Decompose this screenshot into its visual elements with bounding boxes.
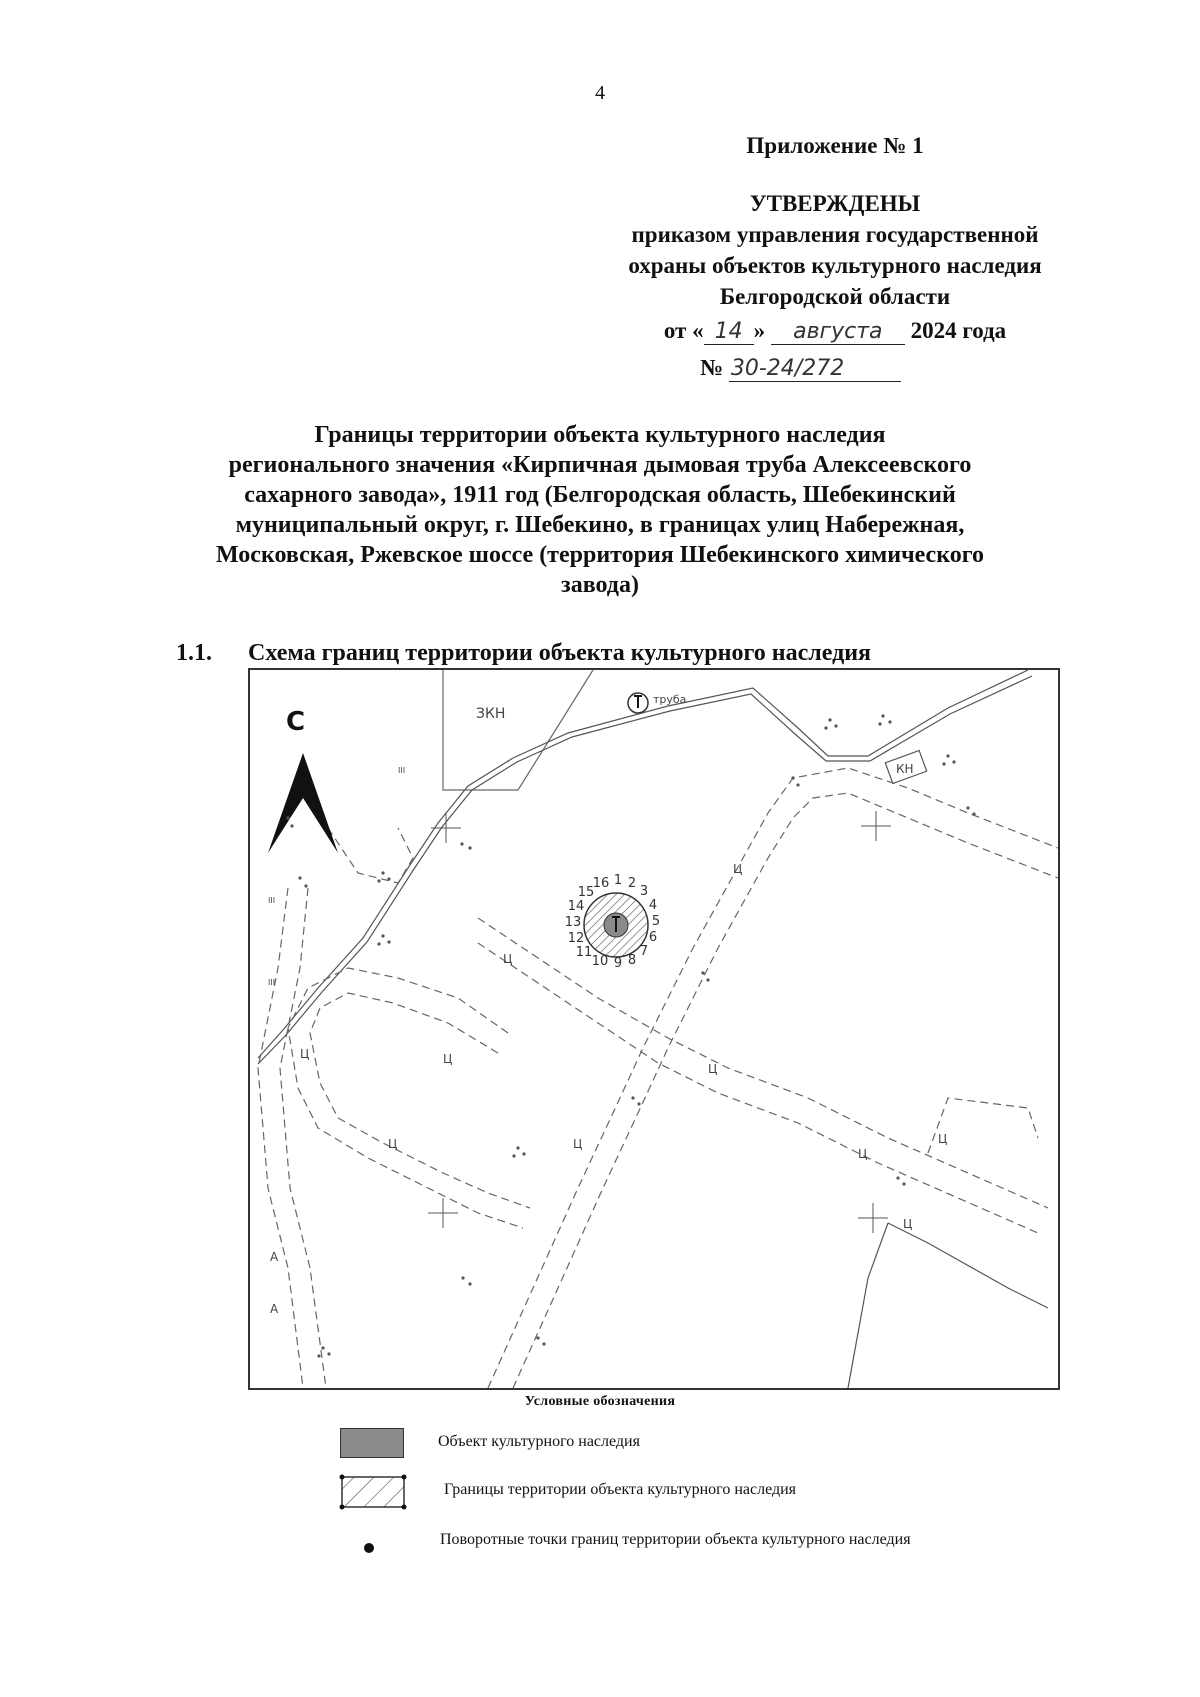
point-number: 8 xyxy=(627,953,637,968)
road-label-c: Ц xyxy=(938,1132,948,1146)
point-number: 7 xyxy=(639,944,649,959)
title-line: завода) xyxy=(561,572,639,598)
legend-object-swatch xyxy=(340,1428,404,1458)
road-label-c: Ц xyxy=(573,1137,583,1151)
road-label-a: А xyxy=(270,1302,279,1316)
legend-turning-point-dot xyxy=(364,1543,374,1553)
road-label-c: Ц xyxy=(858,1147,868,1161)
point-number: 11 xyxy=(575,945,593,960)
heritage-territory xyxy=(584,893,648,957)
date-year: 2024 года xyxy=(910,318,1007,343)
zkn-label: ЗКН xyxy=(476,706,506,722)
appendix-label: Приложение № 1 xyxy=(746,133,924,158)
point-number: 12 xyxy=(567,931,585,946)
point-number: 15 xyxy=(577,885,595,900)
truba-label: труба xyxy=(653,693,687,706)
point-number: 5 xyxy=(651,914,661,929)
boundary-map xyxy=(248,668,1060,1390)
title-line: Московская, Ржевское шоссе (территория Шебекинского химического xyxy=(215,542,985,568)
approval-date xyxy=(560,315,1110,346)
title-line: регионального значения «Кирпичная дымовая труба Алексеевского xyxy=(228,452,972,478)
point-number: 9 xyxy=(613,956,623,971)
point-number: 4 xyxy=(648,898,658,913)
kn-label: КН xyxy=(896,762,914,776)
point-number: 6 xyxy=(648,930,658,945)
point-number: 16 xyxy=(592,876,610,891)
date-mid: » xyxy=(753,318,766,343)
point-number: 3 xyxy=(639,884,649,899)
point-number: 1 xyxy=(613,873,623,888)
section-number: 1.1. xyxy=(176,640,212,666)
number-handwritten: 30-24/272 xyxy=(729,357,901,382)
road-label-c: Ц xyxy=(503,952,513,966)
road-label-a: А xyxy=(270,1250,279,1264)
title-line: Границы территории объекта культурного наследия xyxy=(314,422,886,448)
title-line: муниципальный округ, г. Шебекино, в границах улиц Набережная, xyxy=(235,512,965,538)
road-label-c: Ц xyxy=(388,1137,398,1151)
document-title xyxy=(150,420,1050,600)
road-label-c: Ц xyxy=(443,1052,453,1066)
date-month-handwritten: августа xyxy=(771,320,905,345)
road-label-iii: III xyxy=(268,896,276,905)
approval-line-1: приказом управления государственной xyxy=(631,222,1039,247)
date-prefix: от « xyxy=(663,318,704,343)
legend-object-label: Объект культурного наследия xyxy=(438,1433,640,1450)
point-number: 10 xyxy=(591,954,609,969)
road-label-c: Ц xyxy=(903,1217,913,1231)
road-label-c: Ц xyxy=(708,1062,718,1076)
road-label-c: Ц xyxy=(733,862,743,876)
point-number: 13 xyxy=(564,915,582,930)
north-label: С xyxy=(286,707,306,737)
section-title: Схема границ территории объекта культурного наследия xyxy=(248,640,872,666)
map-frame xyxy=(249,669,1059,1389)
legend-title: Условные обозначения xyxy=(524,1394,676,1409)
road-label-iii: III xyxy=(268,978,276,987)
legend-boundary-label: Границы территории объекта культурного наследия xyxy=(444,1481,797,1498)
title-line: сахарного завода», 1911 год (Белгородская область, Шебекинский xyxy=(244,482,956,508)
approval-line-2: охраны объектов культурного наследия xyxy=(628,253,1042,278)
approval-number xyxy=(700,352,1000,383)
page-number: 4 xyxy=(595,82,605,104)
date-day-handwritten: 14 xyxy=(704,320,754,345)
road-label-c: Ц xyxy=(300,1047,310,1061)
number-label: № xyxy=(700,355,724,380)
point-number: 2 xyxy=(627,876,637,891)
legend-boundary-swatch xyxy=(338,1473,408,1511)
legend-turning-point-label: Поворотные точки границ территории объекта культурного наследия xyxy=(440,1531,911,1548)
road-label-iii: III xyxy=(398,766,406,775)
approval-line-3: Белгородской области xyxy=(719,284,951,309)
point-number: 14 xyxy=(567,899,585,914)
approval-heading: УТВЕРЖДЕНЫ xyxy=(749,191,921,216)
